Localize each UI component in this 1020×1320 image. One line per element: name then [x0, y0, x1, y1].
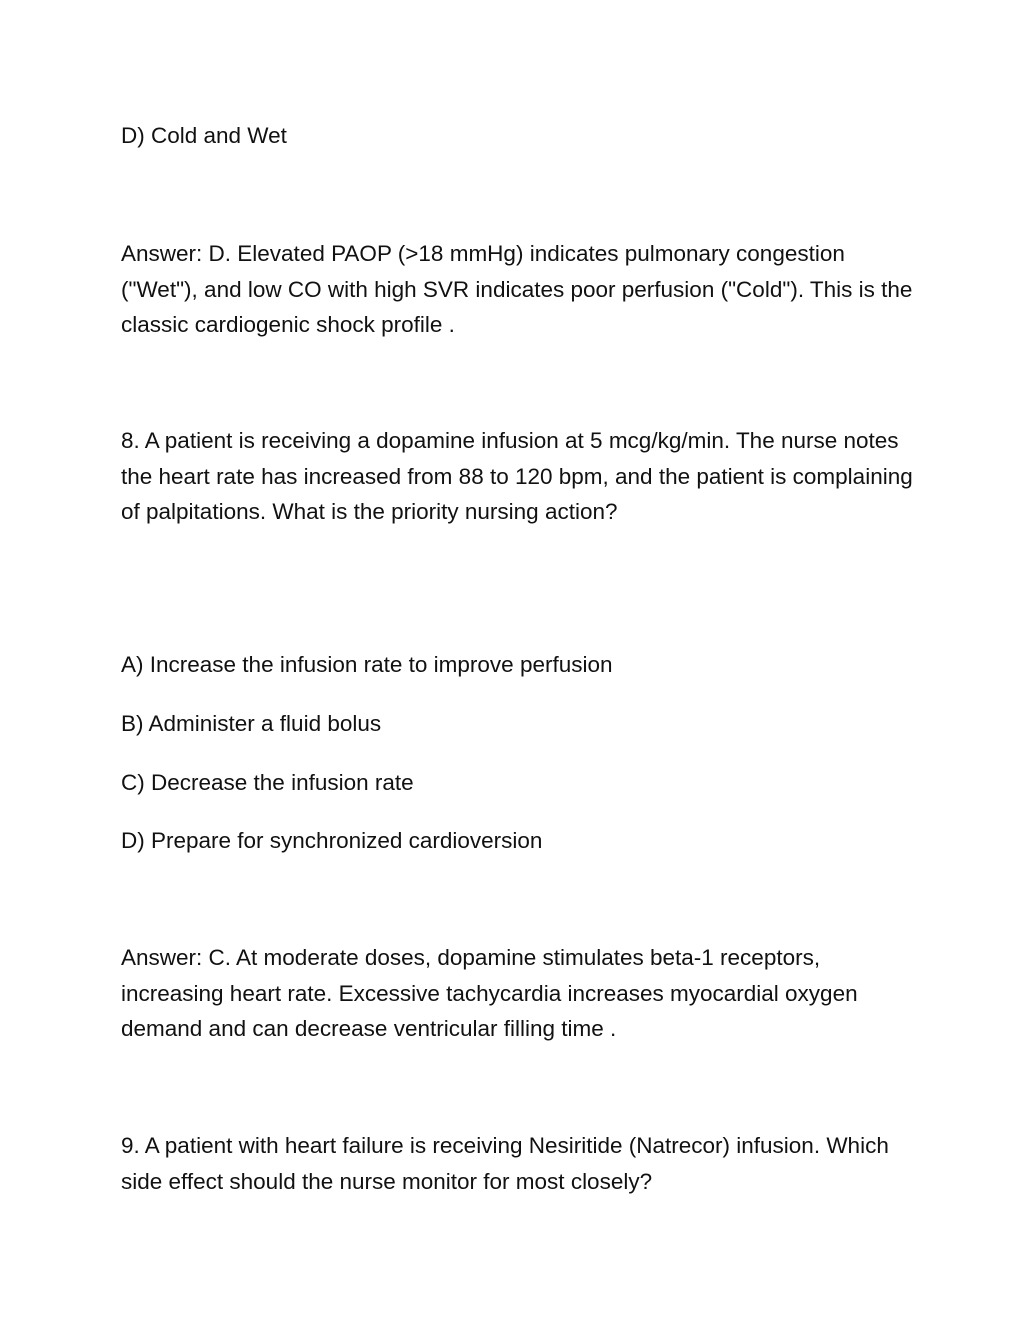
question-8-option-a: A) Increase the infusion rate to improve perfusion: [121, 652, 613, 677]
question-9-stem: 9. A patient with heart failure is receiving Nesiritide (Natrecor) infusion. Which side effect should the nurse monitor for most closely?: [121, 1133, 889, 1194]
question-8-answer: Answer: C. At moderate doses, dopamine stimulates beta-1 receptors, increasing heart rate. Excessive tachycardia increases myocardial oxygen demand and can decrease ventricular filling time .: [121, 945, 858, 1041]
question-8-option-c: C) Decrease the infusion rate: [121, 770, 414, 795]
question-8-option-d: D) Prepare for synchronized cardioversion: [121, 828, 543, 853]
previous-question-option-d: D) Cold and Wet: [121, 123, 287, 148]
question-8-option-b: B) Administer a fluid bolus: [121, 711, 382, 736]
question-8-stem: 8. A patient is receiving a dopamine infusion at 5 mcg/kg/min. The nurse notes the heart rate has increased from 88 to 120 bpm, and the patient is complaining of palpitations. What is the priority nursing action?: [121, 428, 913, 524]
previous-question-answer: Answer: D. Elevated PAOP (>18 mmHg) indicates pulmonary congestion ("Wet"), and low CO with high SVR indicates poor perfusion ("Cold"). This is the classic cardiogenic shock profile .: [121, 241, 913, 337]
